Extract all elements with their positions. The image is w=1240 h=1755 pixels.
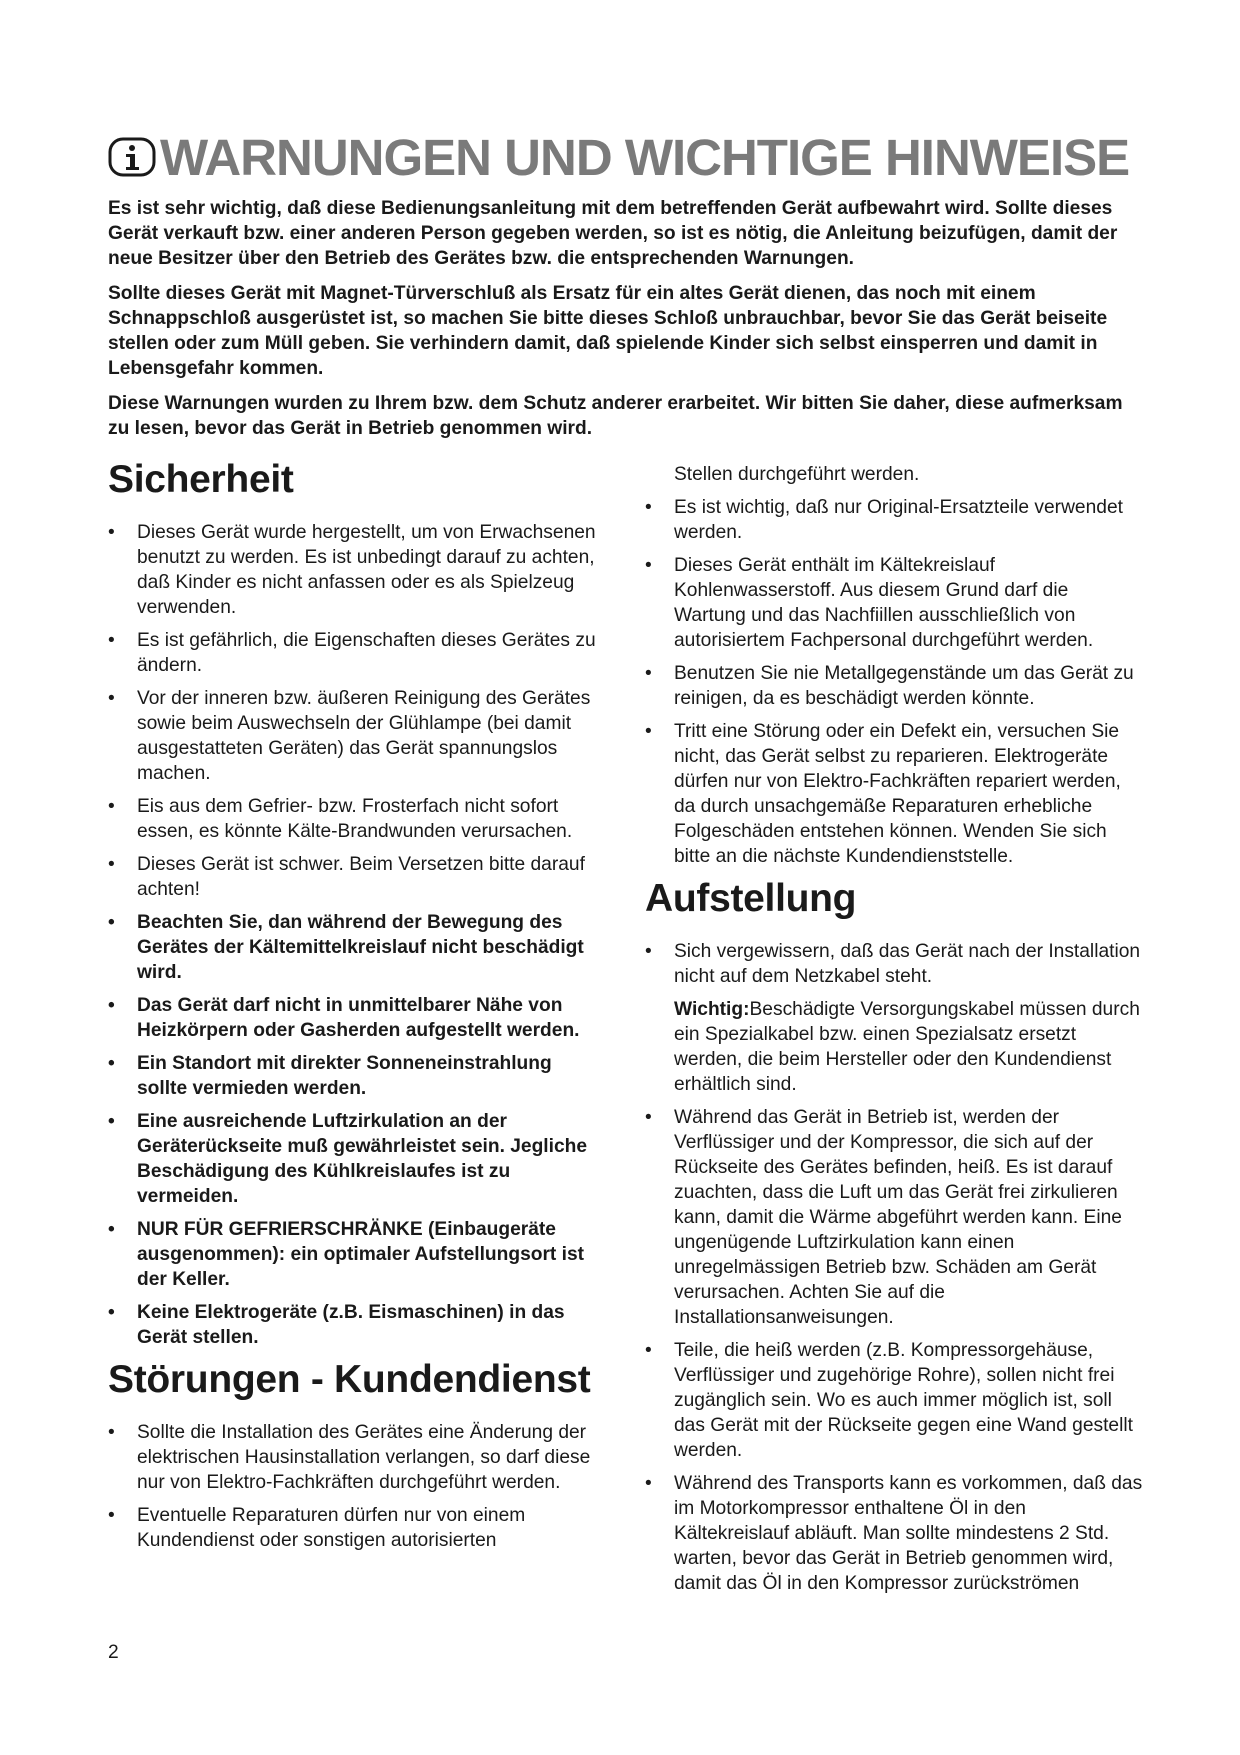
list-item: • Eis aus dem Gefrier- bzw. Frosterfach nicht sofort essen, es könnte Kälte-Brandwunden verursachen. <box>108 794 598 844</box>
list-item: • Es ist gefährlich, die Eigenschaften dieses Gerätes zu ändern. <box>108 628 598 678</box>
page-title: WARNUNGEN UND WICHTIGE HINWEISE <box>160 129 1130 186</box>
left-column <box>108 458 598 1561</box>
aufstellung-list <box>645 939 1145 989</box>
list-item: • Vor der inneren bzw. äußeren Reinigung des Gerätes sowie beim Auswechseln der Glühlampe (bei damit ausgestatteten Geräten) das Gerät spannungslos machen. <box>108 686 598 786</box>
list-item: • Keine Elektrogeräte (z.B. Eismaschinen) in das Gerät stellen. <box>108 1300 598 1350</box>
list-item: • Eventuelle Reparaturen dürfen nur von einem Kundendienst oder sonstigen autorisierten <box>108 1503 598 1553</box>
list-item: • Dieses Gerät ist schwer. Beim Versetzen bitte darauf achten! <box>108 852 598 902</box>
intro-paragraph: Diese Warnungen wurden zu Ihrem bzw. dem Schutz anderer erarbeitet. Wir bitten Sie daher, diese aufmerksam zu lesen, bevor das Gerät in Betrieb genommen wird. <box>108 393 1123 439</box>
list-item: • Eine ausreichende Luftzirkulation an der Geräterückseite muß gewährleistet sein. Jegliche Beschädigung des Kühlkreislaufes ist zu vermeiden. <box>108 1109 598 1209</box>
intro-paragraph: Es ist sehr wichtig, daß diese Bedienungsanleitung mit dem betreffenden Gerät aufbewahrt wird. Sollte dieses Gerät verkauft bzw. einer anderen Person gegeben werden, so ist es nötig, die Anleitung beizufügen, damit der neue Besitzer über den Betrieb des Gerätes bzw. die entsprechenden Warnungen. <box>108 198 1118 269</box>
page-number: 2 <box>108 1642 119 1663</box>
stoerungen-list-continued <box>645 495 1145 869</box>
list-item: • Dieses Gerät wurde hergestellt, um von Erwachsenen benutzt zu werden. Es ist unbedingt darauf zu achten, daß Kinder es nicht anfassen oder es als Spielzeug verwenden. <box>108 520 598 620</box>
info-icon <box>108 136 158 180</box>
note-text: Beschädigte Versorgungskabel müssen durch ein Spezialkabel bzw. einen Spezialsatz ersetzt werden, die beim Hersteller oder den Kundendienst erhältlich sind. <box>674 999 1140 1095</box>
note-label: Wichtig: <box>674 999 750 1020</box>
list-item: • NUR FÜR GEFRIERSCHRÄNKE (Einbaugeräte ausgenommen): ein optimaler Aufstellungsort ist der Keller. <box>108 1217 598 1292</box>
intro-paragraph: Sollte dieses Gerät mit Magnet-Türverschluß als Ersatz für ein altes Gerät dienen, das noch mit einem Schnappschloß ausgerüstet ist, so machen Sie bitte dieses Schloß unbrauchbar, bevor Sie das Gerät beiseite stellen oder zum Müll geben. Sie verhindern damit, daß spielende Kinder sich selbst einsperren und damit in Lebensgefahr kommen. <box>108 283 1108 379</box>
section-heading-sicherheit: Sicherheit <box>108 458 294 501</box>
list-item: • Während das Gerät in Betrieb ist, werden der Verflüssiger und der Kompressor, die sich auf der Rückseite des Gerätes befinden, heiß. Es ist darauf zuachten, dass die Luft um das Gerät frei zirkulieren kann, damit die Wärme abgeführt werden kann. Eine ungenügende Luftzirkulation kann einen unregelmässigen Betrieb bzw. Schäden am Gerät verursachen. Achten Sie auf die Installationsanweisungen. <box>645 1105 1145 1330</box>
list-item: • Sich vergewissern, daß das Gerät nach der Installation nicht auf dem Netzkabel steht. <box>645 939 1145 989</box>
continuation-text: Stellen durchgeführt werden. <box>674 464 920 485</box>
important-note <box>645 997 1145 1097</box>
section-heading-aufstellung: Aufstellung <box>645 877 857 920</box>
title-row <box>108 128 1129 187</box>
stoerungen-list <box>108 1420 598 1553</box>
list-item: • Das Gerät darf nicht in unmittelbarer Nähe von Heizkörpern oder Gasherden aufgestellt werden. <box>108 993 598 1043</box>
section-heading-stoerungen: Störungen - Kundendienst <box>108 1358 591 1401</box>
list-item: • Benutzen Sie nie Metallgegenstände um das Gerät zu reinigen, da es beschädigt werden könnte. <box>645 661 1145 711</box>
right-column <box>645 462 1145 1604</box>
list-item: • Es ist wichtig, daß nur Original-Ersatzteile verwendet werden. <box>645 495 1145 545</box>
intro-block <box>108 196 1138 451</box>
list-item: • Dieses Gerät enthält im Kältekreislauf Kohlenwasserstoff. Aus diesem Grund darf die Wartung und das Nachfiillen ausschließlich von autorisiertem Fachpersonal durchgeführt werden. <box>645 553 1145 653</box>
list-item: • Während des Transports kann es vorkommen, daß das im Motorkompressor enthaltene Öl in den Kältekreislauf abläuft. Man sollte mindestens 2 Std. warten, bevor das Gerät in Betrieb genommen wird, damit das Öl in den Kompressor zurückströmen <box>645 1471 1145 1596</box>
sicherheit-list <box>108 520 598 1350</box>
list-item: • Teile, die heiß werden (z.B. Kompressorgehäuse, Verflüssiger und zugehörige Rohre), sollen nicht frei zugänglich sein. Wo es auch immer möglich ist, soll das Gerät mit der Rückseite gegen eine Wand gestellt werden. <box>645 1338 1145 1463</box>
list-item: • Beachten Sie, dan während der Bewegung des Gerätes der Kältemittelkreislauf nicht beschädigt wird. <box>108 910 598 985</box>
aufstellung-list-continued <box>645 1105 1145 1596</box>
list-item: • Tritt eine Störung oder ein Defekt ein, versuchen Sie nicht, das Gerät selbst zu reparieren. Elektrogeräte dürfen nur von Elektro-Fachkräften repariert werden, da durch unsachgemäße Reparaturen erhebliche Folgeschäden entstehen können. Wenden Sie sich bitte an die nächste Kundendienststelle. <box>645 719 1145 869</box>
list-item: • Sollte die Installation des Gerätes eine Änderung der elektrischen Hausinstallation verlangen, so darf diese nur von Elektro-Fachkräften durchgeführt werden. <box>108 1420 598 1495</box>
list-item: • Ein Standort mit direkter Sonneneinstrahlung sollte vermieden werden. <box>108 1051 598 1101</box>
